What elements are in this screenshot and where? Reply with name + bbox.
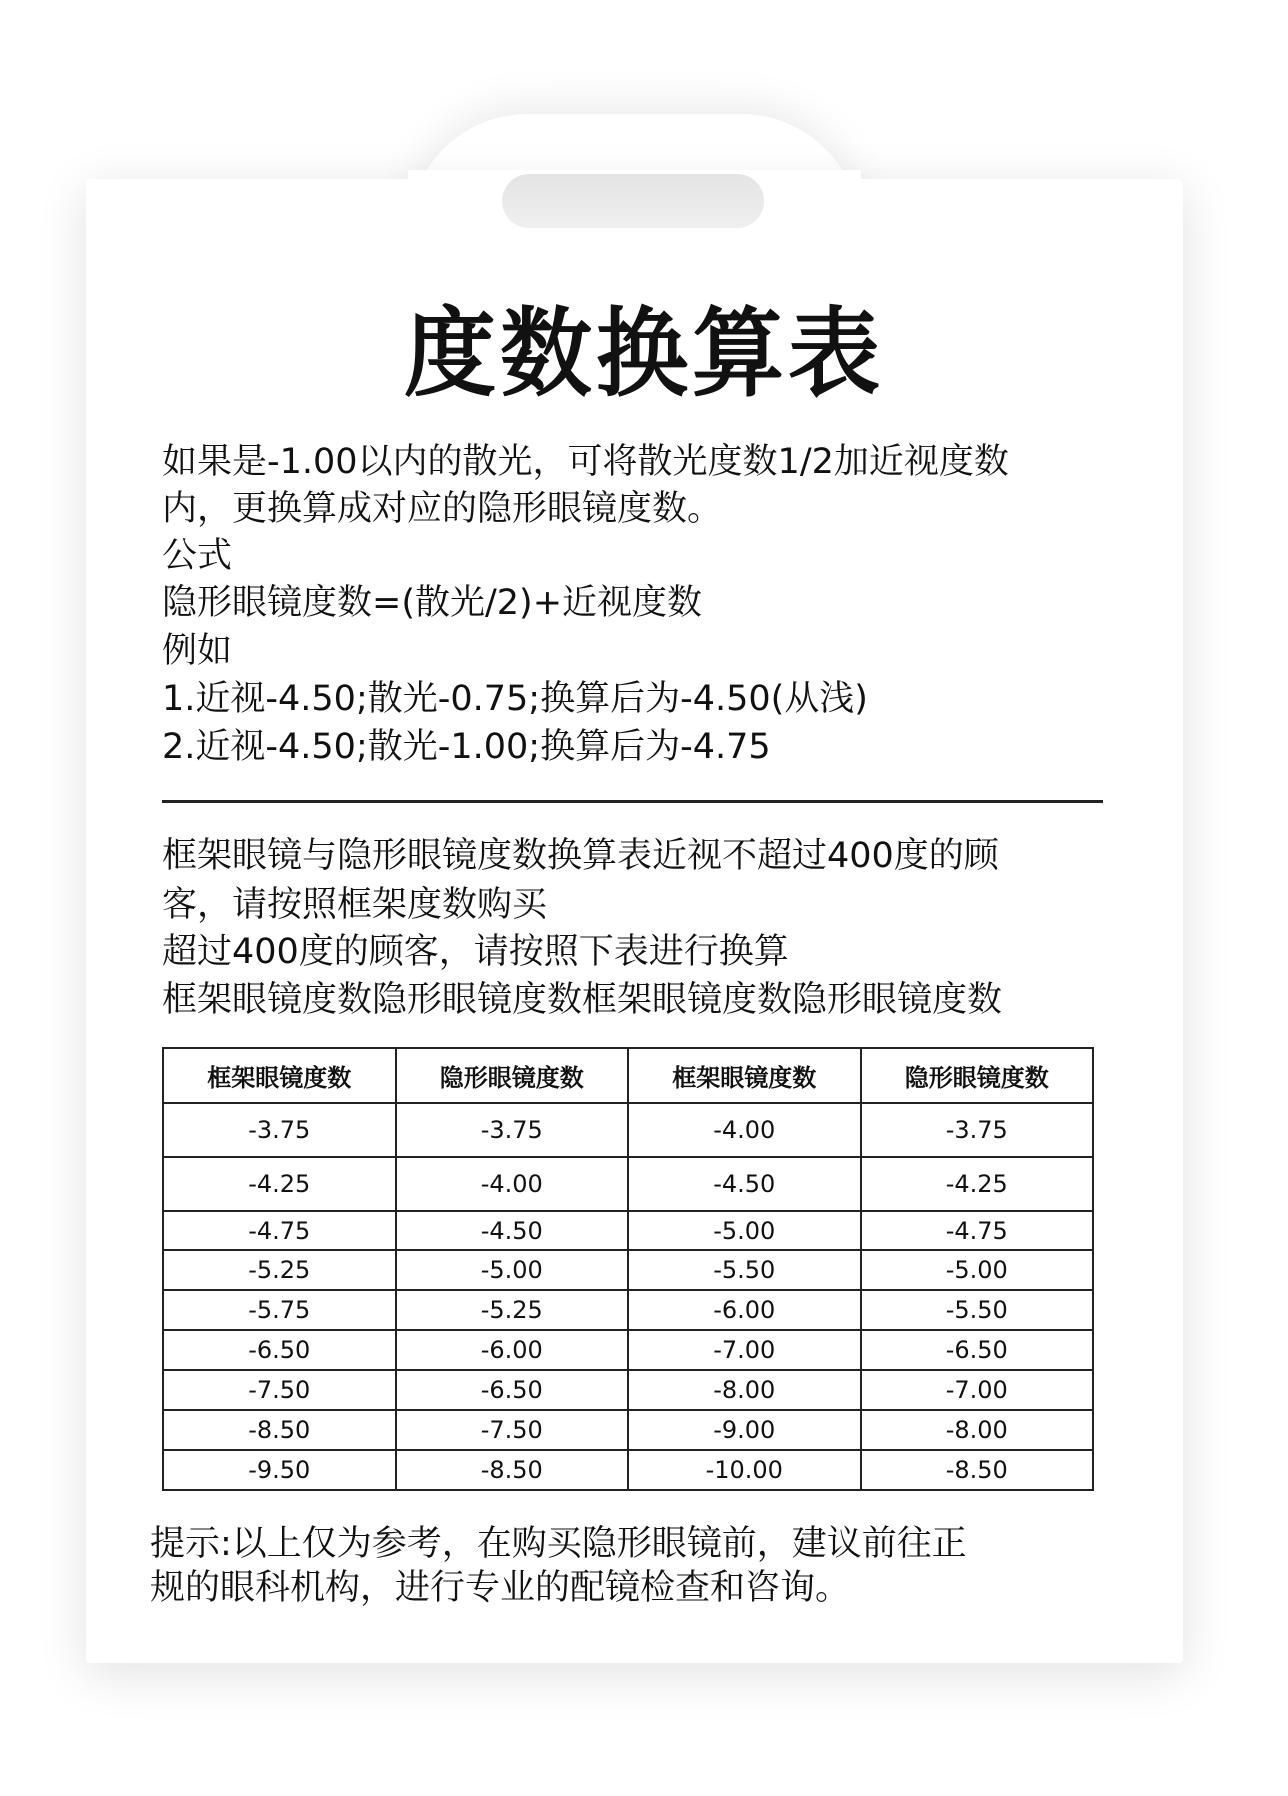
table-cell: -4.00 [628, 1103, 861, 1157]
intro-line: 公式 [162, 536, 233, 576]
table-cell: -7.00 [628, 1330, 861, 1370]
table-row [163, 1211, 1093, 1250]
table-row [163, 1330, 1093, 1370]
section-line: 客，请按照框架度数购买 [162, 885, 548, 925]
intro-line: 2.近视-4.50;散光-1.00;换算后为-4.75 [162, 727, 771, 767]
footer-note: 规的眼科机构，进行专业的配镜检查和咨询。 [150, 1568, 851, 1608]
table-row [163, 1290, 1093, 1330]
table-header-row [163, 1048, 1093, 1103]
divider [162, 800, 1103, 803]
table-cell: -10.00 [628, 1450, 861, 1490]
table-cell: -6.00 [628, 1290, 861, 1330]
table-cell: -6.50 [163, 1330, 396, 1370]
intro-line: 内，更换算成对应的隐形眼镜度数。 [162, 489, 723, 529]
table-cell: -5.75 [163, 1290, 396, 1330]
table-cell: -7.50 [163, 1370, 396, 1410]
intro-line: 1.近视-4.50;散光-0.75;换算后为-4.50(从浅) [162, 679, 868, 719]
table-cell: -7.00 [861, 1370, 1094, 1410]
table-cell: -6.50 [396, 1370, 629, 1410]
table-cell: -9.00 [628, 1410, 861, 1450]
table-cell: -8.00 [628, 1370, 861, 1410]
conversion-table [162, 1047, 1094, 1491]
intro-line: 隐形眼镜度数=(散光/2)+近视度数 [162, 583, 703, 623]
table-cell: -4.00 [396, 1157, 629, 1211]
table-row [163, 1103, 1093, 1157]
table-cell: -5.00 [628, 1211, 861, 1250]
header-cell: 隐形眼镜度数 [396, 1048, 629, 1103]
table-cell: -6.00 [396, 1330, 629, 1370]
table-cell: -4.75 [163, 1211, 396, 1250]
handle-hole [502, 174, 764, 228]
table-row [163, 1450, 1093, 1490]
header-cell: 框架眼镜度数 [628, 1048, 861, 1103]
table-cell: -8.50 [396, 1450, 629, 1490]
page-title: 度数换算表 [403, 297, 884, 411]
section-line: 框架眼镜与隐形眼镜度数换算表近视不超过400度的顾 [162, 836, 999, 876]
table-cell: -3.75 [396, 1103, 629, 1157]
table-cell: -8.50 [163, 1410, 396, 1450]
table-cell: -4.25 [861, 1157, 1094, 1211]
header-cell: 隐形眼镜度数 [861, 1048, 1094, 1103]
intro-line: 例如 [162, 631, 233, 671]
table-cell: -4.50 [396, 1211, 629, 1250]
table-cell: -3.75 [861, 1103, 1094, 1157]
table-cell: -6.50 [861, 1330, 1094, 1370]
table-cell: -5.25 [163, 1250, 396, 1290]
table-cell: -8.00 [861, 1410, 1094, 1450]
table-cell: -5.00 [861, 1250, 1094, 1290]
table-cell: -4.25 [163, 1157, 396, 1211]
table-cell: -8.50 [861, 1450, 1094, 1490]
table-cell: -5.50 [628, 1250, 861, 1290]
table-row [163, 1410, 1093, 1450]
section-line: 超过400度的顾客，请按照下表进行换算 [162, 932, 789, 972]
table-row [163, 1250, 1093, 1290]
table-row [163, 1370, 1093, 1410]
table-cell: -3.75 [163, 1103, 396, 1157]
table-cell: -7.50 [396, 1410, 629, 1450]
table-cell: -4.50 [628, 1157, 861, 1211]
table-cell: -5.25 [396, 1290, 629, 1330]
intro-line: 如果是-1.00以内的散光，可将散光度数1/2加近视度数 [162, 442, 1009, 482]
table-cell: -5.00 [396, 1250, 629, 1290]
table-cell: -5.50 [861, 1290, 1094, 1330]
header-cell: 框架眼镜度数 [163, 1048, 396, 1103]
footer-note: 提示:以上仅为参考，在购买隐形眼镜前，建议前往正 [150, 1524, 967, 1564]
table-row [163, 1157, 1093, 1211]
table-cell: -4.75 [861, 1211, 1094, 1250]
section-line: 框架眼镜度数隐形眼镜度数框架眼镜度数隐形眼镜度数 [162, 980, 1003, 1020]
table-cell: -9.50 [163, 1450, 396, 1490]
